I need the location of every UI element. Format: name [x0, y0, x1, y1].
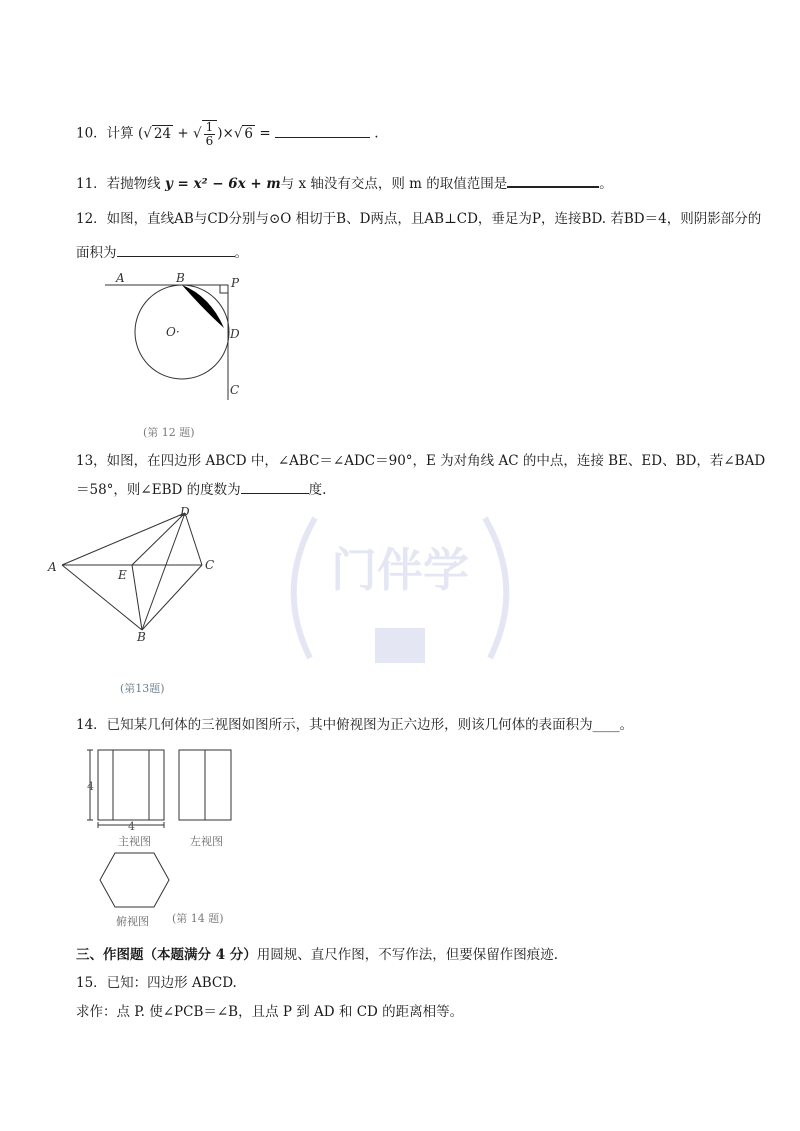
answer-blank-13[interactable] [241, 479, 309, 494]
question-14: 14．已知某几何体的三视图如图所示，其中俯视图为正六边形，则该几何体的表面积为____。 [76, 717, 634, 733]
label-A: A [116, 271, 125, 285]
section-3-title: 三、作图题（本题满分 4 分） [76, 947, 257, 963]
label-D: D [180, 505, 190, 519]
section-3-heading [76, 946, 558, 964]
q12-end: 。 [234, 245, 248, 261]
frac-den: 6 [205, 134, 214, 148]
plus: + [177, 125, 189, 142]
q10-number: 10．计算 [76, 125, 134, 142]
q12-prefix: 面积为 [76, 245, 117, 261]
figure-12 [100, 270, 260, 405]
q10-end: . [374, 125, 379, 142]
front-view [98, 750, 164, 820]
label-B: B [176, 271, 185, 285]
question-13-line2 [76, 479, 326, 499]
dim-height: 4 [87, 780, 94, 793]
q11-expression: y = x² − 6x + m [164, 176, 281, 192]
shaded-region [182, 285, 224, 328]
question-15-line1: 15．已知：四边形 ABCD. [76, 975, 237, 991]
caption-13: (第13题) [120, 682, 165, 695]
question-12-line2 [76, 242, 248, 262]
caption-12: (第 12 题) [143, 426, 195, 439]
question-15-line2: 求作：点 P. 使∠PCB＝∠B，且点 P 到 AD 和 CD 的距离相等。 [76, 1004, 464, 1020]
q13-end: 度. [308, 482, 327, 498]
watermark-text: 门伴学 [331, 543, 469, 597]
label-E: E [118, 568, 127, 582]
label-B: B [137, 630, 146, 644]
section-3-instructions: 用圆规、直尺作图，不写作法，但要保留作图痕迹. [256, 947, 559, 963]
dim-width: 4 [128, 820, 135, 833]
q13-prefix: ＝58°，则∠EBD 的度数为 [76, 482, 241, 498]
equals: = [259, 125, 271, 142]
figure-13 [45, 505, 225, 645]
q11-prefix: 11．若抛物线 [76, 176, 161, 192]
q11-suffix: 与 x 轴没有交点，则 m 的取值范围是 [280, 176, 508, 192]
label-O: O· [166, 325, 180, 339]
top-view-hexagon [100, 853, 169, 907]
label-C: C [230, 383, 240, 397]
question-10: 10．计算 (√ 24 + √ $\frac{1}{6}$ )×√ 6 = . [76, 120, 379, 148]
watermark [270, 478, 530, 712]
answer-blank-10[interactable] [275, 123, 370, 138]
frac-num: 1 [205, 120, 214, 134]
question-12-line1: 12．如图，直线AB与CD分别与⊙O 相切于B、D两点，且AB⊥CD，垂足为P，连接BD. 若BD＝4，则阴影部分的 [76, 211, 762, 227]
answer-blank-12[interactable] [117, 242, 235, 257]
paren: ( [137, 125, 144, 142]
side-view-label: 左视图 [190, 835, 223, 848]
answer-blank-11[interactable] [507, 172, 599, 188]
top-view-label: 俯视图 [116, 915, 149, 928]
label-P: P [231, 276, 240, 290]
question-11 [76, 172, 613, 193]
figure-14 [80, 745, 260, 930]
label-C: C [205, 558, 215, 572]
times: )× [217, 125, 234, 142]
question-13-line1: 13，如图，在四边形 ABCD 中，∠ABC＝∠ADC＝90°，E 为对角线 AC 的中点，连接 BE、ED、BD，若∠BAD [76, 453, 766, 469]
front-view-label: 主视图 [118, 835, 151, 848]
fraction-1-6 [202, 120, 218, 148]
label-A: A [48, 560, 57, 574]
caption-14: (第 14 题) [172, 912, 224, 925]
sqrt-6: 6 [244, 125, 254, 142]
label-D: D [230, 327, 240, 341]
q11-end: 。 [599, 176, 613, 192]
sqrt-24: 24 [153, 125, 172, 142]
